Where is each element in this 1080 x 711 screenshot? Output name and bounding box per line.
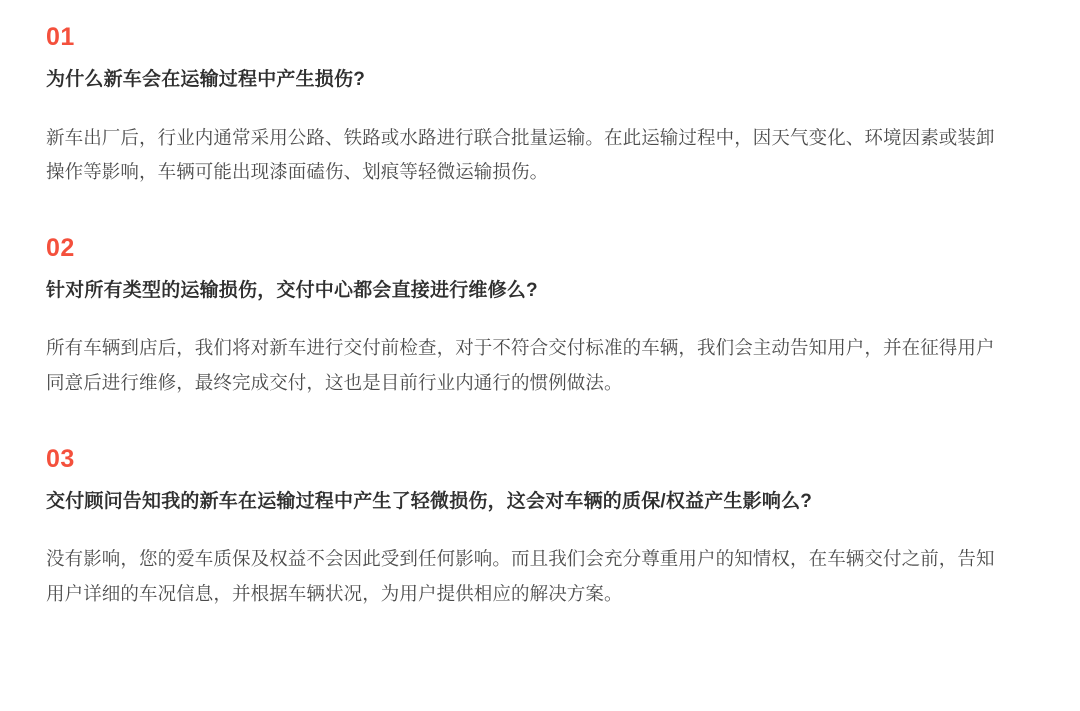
faq-number: 02 <box>46 233 75 262</box>
faq-question: 针对所有类型的运输损伤，交付中心都会直接进行维修么? <box>46 279 538 301</box>
faq-item <box>46 233 1006 400</box>
faq-number: 01 <box>46 23 75 51</box>
faq-answer: 没有影响，您的爱车质保及权益不会因此受到任何影响。而且我们会充分尊重用户的知情权，在车辆交付之前，告知用户详细的车况信息，并根据车辆状况，为用户提供相应的解决方案。 <box>46 548 995 604</box>
faq-answer: 新车出厂后，行业内通常采用公路、铁路或水路进行联合批量运输。在此运输过程中，因天气变化、环境因素或装卸操作等影响，车辆可能出现漆面磕伤、划痕等轻微运输损伤。 <box>46 126 995 182</box>
faq-item <box>46 444 1006 611</box>
faq-question: 为什么新车会在运输过程中产生损伤? <box>46 69 366 90</box>
faq-question: 交付顾问告知我的新车在运输过程中产生了轻微损伤，这会对车辆的质保/权益产生影响么? <box>46 490 813 512</box>
faq-number: 03 <box>46 444 75 473</box>
faq-item <box>46 22 1006 189</box>
faq-answer: 所有车辆到店后，我们将对新车进行交付前检查，对于不符合交付标准的车辆，我们会主动告知用户，并在征得用户同意后进行维修，最终完成交付，这也是目前行业内通行的惯例做法。 <box>46 337 995 393</box>
